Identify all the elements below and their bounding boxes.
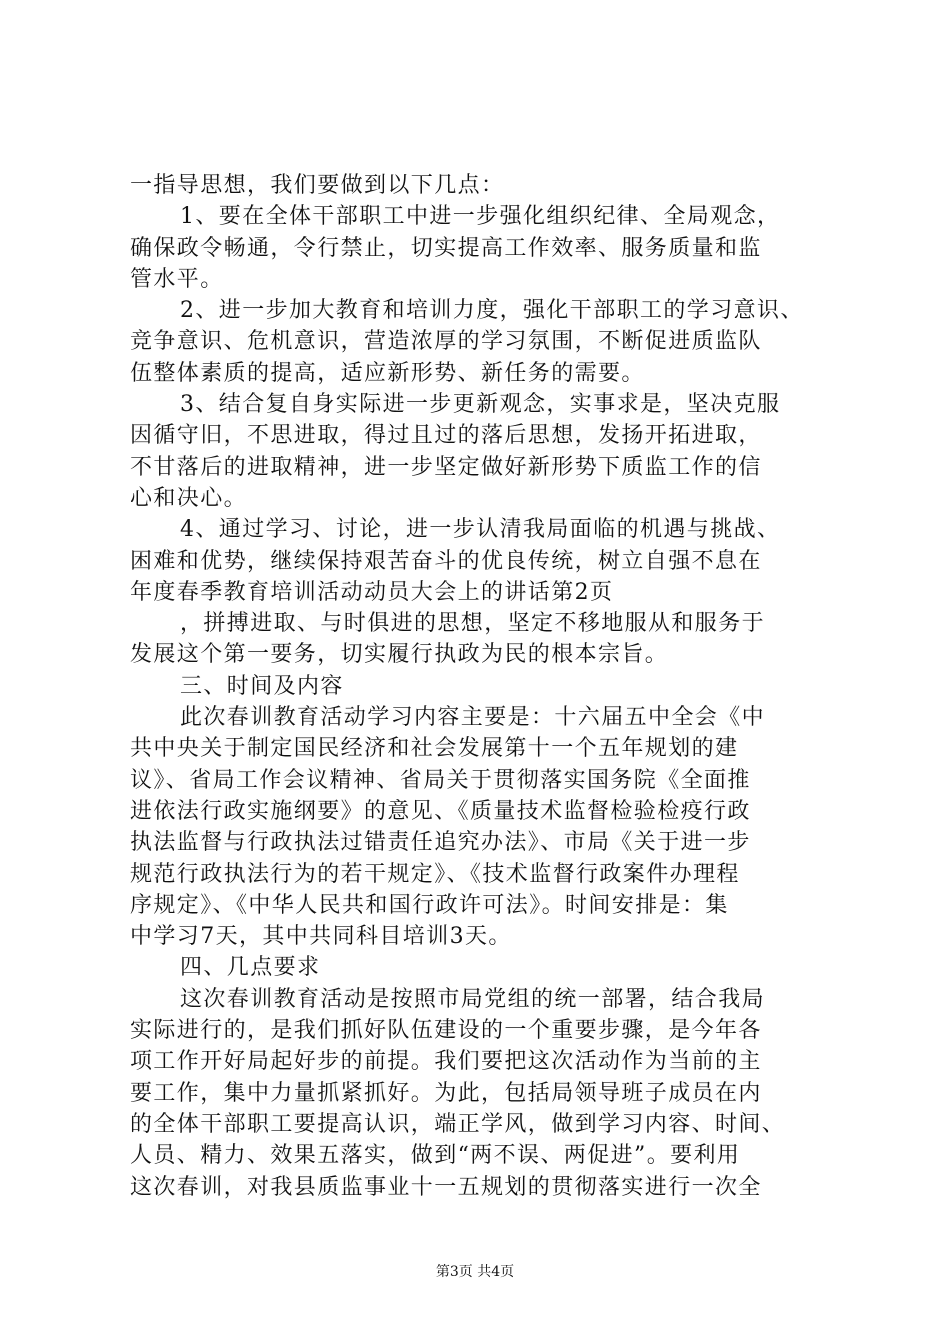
text-line: 中学习7天，其中共同科目培训3天。 (130, 924, 512, 950)
page-footer: 第3页 共4页 (435, 1264, 515, 1280)
text-line: 因循守旧，不思进取，得过且过的落后思想，发扬开拓进取， (130, 423, 762, 449)
text-line: 这次春训，对我县质监事业十一五规划的贯彻落实进行一次全 (130, 1174, 762, 1200)
text-line: 2、进一步加大教育和培训力度，强化干部职工的学习意识、 (180, 298, 804, 324)
text-line: 管水平。 (130, 266, 224, 292)
text-line: 的全体干部职工要提高认识，端正学风，做到学习内容、时间、 (130, 1111, 786, 1137)
text-line: 年度春季教育培训活动动员大会上的讲话第2页 (130, 579, 614, 605)
text-line: 项工作开好局起好步的前提。我们要把这次活动作为当前的主 (130, 1049, 762, 1075)
text-line: 4、通过学习、讨论，进一步认清我局面临的机遇与挑战、 (180, 517, 781, 543)
text-line: 发展这个第一要务，切实履行执政为民的根本宗旨。 (130, 642, 669, 668)
text-line: 一指导思想，我们要做到以下几点： (130, 173, 505, 198)
document-body (130, 170, 830, 1203)
text-line: 竞争意识、危机意识，营造浓厚的学习氛围，不断促进质监队 (130, 329, 762, 355)
text-line: 此次春训教育活动学习内容主要是：十六届五中全会《中 (180, 705, 766, 731)
text-line: 3、结合复自身实际进一步更新观念，实事求是，坚决克服 (180, 392, 781, 418)
text-line: 共中央关于制定国民经济和社会发展第十一个五年规划的建 (130, 736, 739, 762)
text-line: 这次春训教育活动是按照市局党组的统一部署，结合我局 (180, 986, 766, 1012)
text-line: 执法监督与行政执法过错责任追究办法》、市局《关于进一步 (130, 830, 751, 856)
text-line: 伍整体素质的提高，适应新形势、新任务的需要。 (130, 360, 645, 386)
text-line: 议》、省局工作会议精神、省局关于贯彻落实国务院《全面推 (130, 767, 751, 793)
text-line: 1、要在全体干部职工中进一步强化组织纪律、全局观念， (180, 204, 781, 230)
text-line: 困难和优势，继续保持艰苦奋斗的优良传统，树立自强不息在 (130, 548, 762, 574)
text-line: 人员、精力、效果五落实，做到“两不误、两促进”。要利用 (130, 1143, 741, 1169)
text-line: 进依法行政实施纲要》的意见、《质量技术监督检验检疫行政 (130, 798, 751, 824)
text-line: 要工作，集中力量抓紧抓好。为此，包括局领导班子成员在内 (130, 1080, 762, 1106)
text-line: 三、时间及内容 (180, 673, 344, 699)
text-line: 确保政令畅通，令行禁止，切实提高工作效率、服务质量和监 (130, 235, 762, 261)
text-line: 序规定》、《中华人民共和国行政许可法》。时间安排是：集 (130, 892, 729, 918)
text-line: 心和决心。 (130, 485, 248, 511)
text-line: 实际进行的，是我们抓好队伍建设的一个重要步骤，是今年各 (130, 1018, 762, 1044)
text-line: 规范行政执法行为的若干规定》、《技术监督行政案件办理程 (130, 861, 740, 887)
text-line: ，拼搏进取、与时俱进的思想，坚定不移地服从和服务于 (180, 611, 766, 637)
text-line: 四、几点要求 (180, 955, 321, 981)
text-line: 不甘落后的进取精神，进一步坚定做好新形势下质监工作的信 (130, 454, 762, 480)
